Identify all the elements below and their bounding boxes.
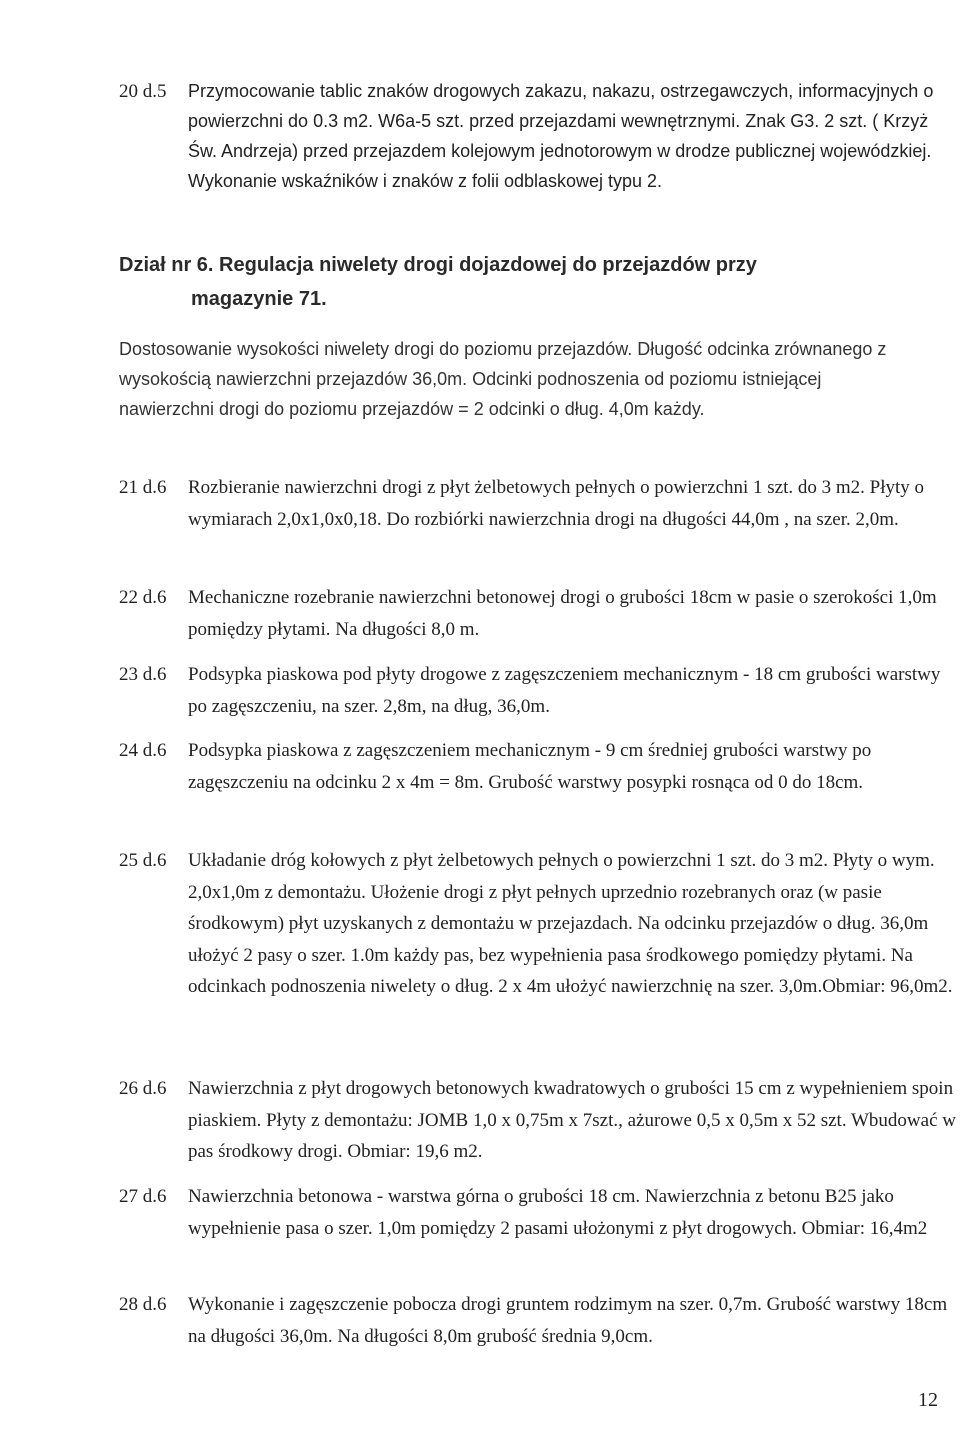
item-number: 21 d.6 [119, 477, 167, 498]
section-heading-line-1: Dział nr 6. Regulacja niwelety drogi dojazdowej do przejazdów przy [119, 254, 757, 276]
item-23 [119, 659, 959, 722]
item-22 [119, 582, 959, 645]
item-text: Przymocowanie tablic znaków drogowych zakazu, nakazu, ostrzegawczych, informacyjnych o powierzchni do 0.3 m2. W6a-5 szt. przed przejazdami wewnętrznymi. Znak G3. 2 szt. ( Krzyż Św. Andrzeja) przed przejazdem kolejowym jednotorowym w drodze publicznej wojewódzkiej. Wykonanie wskaźników i znaków z folii odblaskowej typu 2. [188, 81, 934, 191]
item-text: Podsypka piaskowa pod płyty drogowe z zagęszczeniem mechanicznym - 18 cm grubości warstwy po zagęszczeniu, na szer. 2,8m, na dług, 36,0m. [188, 664, 941, 717]
item-text: Wykonanie i zagęszczenie pobocza drogi gruntem rodzimym na szer. 0,7m. Grubość warstwy 18cm na długości 36,0m. Na długości 8,0m grubość średnia 9,0cm. [188, 1294, 948, 1347]
page-number: 12 [918, 1389, 938, 1411]
section-heading [119, 248, 919, 316]
item-number: 28 d.6 [119, 1294, 167, 1315]
item-text: Mechaniczne rozebranie nawierzchni betonowej drogi o grubości 18cm w pasie o szerokości 1,0m pomiędzy płytami. Na długości 8,0 m. [188, 587, 937, 640]
section-heading-line-2: magazynie 71. [191, 288, 327, 310]
item-text: Podsypka piaskowa z zagęszczeniem mechanicznym - 9 cm średniej grubości warstwy po zagęszczeniu na odcinku 2 x 4m = 8m. Grubość warstwy posypki rosnąca od 0 do 18cm. [188, 740, 872, 793]
item-text: Rozbieranie nawierzchni drogi z płyt żelbetowych pełnych o powierzchni 1 szt. do 3 m2. Płyty o wymiarach 2,0x1,0x0,18. Do rozbiórki nawierzchnia drogi na długości 44,0m , na szer. 2,0m. [188, 477, 925, 530]
item-27 [119, 1181, 959, 1244]
item-number: 24 d.6 [119, 740, 167, 761]
item-26 [119, 1073, 959, 1168]
section-description: Dostosowanie wysokości niwelety drogi do poziomu przejazdów. Długość odcinka zrównanego z wysokością nawierzchni przejazdów 36,0m. Odcinki podnoszenia od poziomu istniejącej nawierzchni drogi do poziomu przejazdów = 2 odcinki o dług. 4,0m każdy. [119, 339, 887, 419]
item-number: 23 d.6 [119, 664, 167, 685]
item-text: Układanie dróg kołowych z płyt żelbetowych pełnych o powierzchni 1 szt. do 3 m2. Płyty o wym. 2,0x1,0m z demontażu. Ułożenie drogi z płyt pełnych uprzednio rozebranych oraz (w pasie środkowym) płyt uzyskanych z demontażu w przejazdach. Na odcinku przejazdów o dług. 36,0m ułożyć 2 pasy o szer. 1.0m każdy pas, bez wypełnienia pasa środkowego pomiędzy płytami. Na odcinkach podnoszenia niwelety o dług. 2 x 4m ułożyć nawierzchnię na szer. 3,0m.Obmiar: 96,0m2. [188, 850, 953, 997]
item-25 [119, 845, 959, 1003]
item-number: 27 d.6 [119, 1186, 167, 1207]
item-21 [119, 472, 959, 535]
item-number: 22 d.6 [119, 587, 167, 608]
item-20 [119, 76, 959, 196]
item-number: 26 d.6 [119, 1078, 167, 1099]
item-text: Nawierzchnia betonowa - warstwa górna o grubości 18 cm. Nawierzchnia z betonu B25 jako wypełnienie pasa o szer. 1,0m pomiędzy 2 pasami ułożonymi z płyt drogowych. Obmiar: 16,4m2 [188, 1186, 928, 1239]
item-number: 20 d.5 [119, 81, 167, 102]
item-28 [119, 1289, 959, 1352]
item-text: Nawierzchnia z płyt drogowych betonowych kwadratowych o grubości 15 cm z wypełnieniem spoin piaskiem. Płyty z demontażu: JOMB 1,0 x 0,75m x 7szt., ażurowe 0,5 x 0,5m x 52 szt. Wbudować w pas środkowy drogi. Obmiar: 19,6 m2. [188, 1078, 956, 1162]
item-24 [119, 735, 959, 798]
item-number: 25 d.6 [119, 850, 167, 871]
